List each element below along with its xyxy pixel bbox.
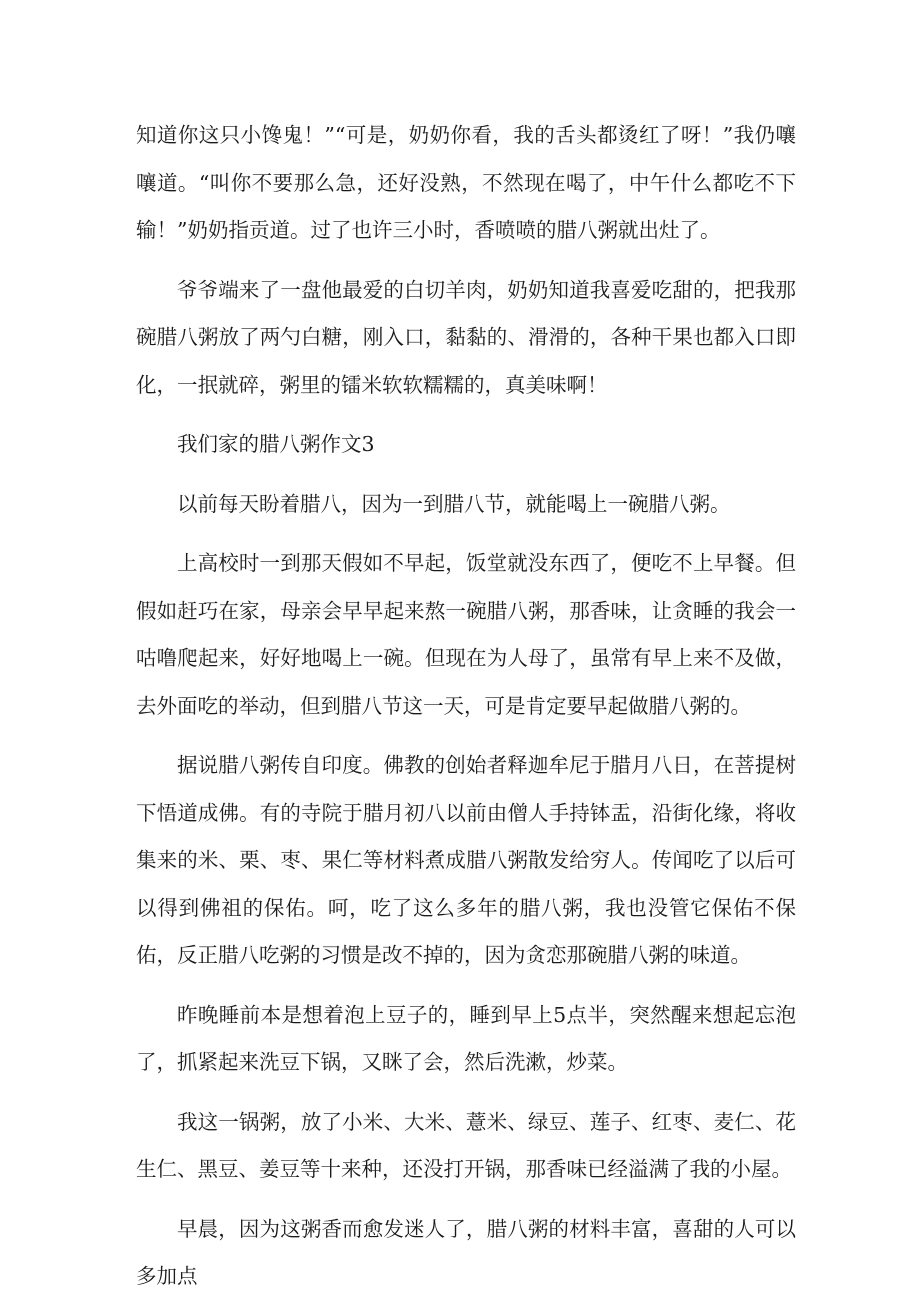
paragraph-8: 早晨，因为这粥香而愈发迷人了，腊八粥的材料丰富，喜甜的人可以多加点 bbox=[136, 1216, 796, 1288]
document-body bbox=[136, 112, 796, 1313]
paragraph-2: 爷爷端来了一盘他最爱的白切羊肉，奶奶知道我喜爱吃甜的，把我那碗腊八粥放了两勺白糖，刚入口，黏黏的、滑滑的，各种干果也都入口即化，一抿就碎，粥里的镭米软软糯糯的，真美味啊！ bbox=[136, 277, 796, 397]
paragraph-4: 上高校时一到那天假如不早起，饭堂就没东西了，便吃不上早餐。但假如赶巧在家，母亲会早早起来熬一碗腊八粥，那香味，让贪睡的我会一咕噜爬起来，好好地喝上一碗。但现在为人母了，虽常有早上来不及做，去外面吃的举动，但到腊八节这一天，可是肯定要早起做腊八粥的。 bbox=[136, 551, 796, 718]
paragraph-1: 知道你这只小馋鬼！”“可是，奶奶你看，我的舌头都烫红了呀！”我仍嚷嚷道。“叫你不要那么急，还好没熟，不然现在喝了，中午什么都吃不下输！”奶奶指贡道。过了也许三小时，香喷喷的腊八粥就出灶了。 bbox=[136, 123, 796, 242]
paragraph-5: 据说腊八粥传自印度。佛教的创始者释迦牟尼于腊月八日，在菩提树下悟道成佛。有的寺院于腊月初八以前由僧人手持钵盂，沿街化缘，将收集来的米、栗、枣、果仁等材料煮成腊八粥散发给穷人。传闻吃了以后可以得到佛祖的保佑。呵，吃了这么多年的腊八粥，我也没管它保佑不保佑，反正腊八吃粥的习惯是改不掉的，因为贪恋那碗腊八粥的味道。 bbox=[136, 753, 796, 967]
paragraph-6: 昨晚睡前本是想着泡上豆子的，睡到早上5点半，突然醒来想起忘泡了，抓紧起来洗豆下锅，又眯了会，然后洗漱，炒菜。 bbox=[136, 1002, 796, 1074]
paragraph-3: 以前每天盼着腊八，因为一到腊八节，就能喝上一碗腊八粥。 bbox=[177, 491, 731, 516]
section-heading: 我们家的腊八粥作文3 bbox=[177, 432, 375, 456]
paragraph-7: 我这一锅粥，放了小米、大米、薏米、绿豆、莲子、红枣、麦仁、花生仁、黑豆、姜豆等十来种，还没打开锅，那香味已经溢满了我的小屋。 bbox=[136, 1109, 796, 1181]
